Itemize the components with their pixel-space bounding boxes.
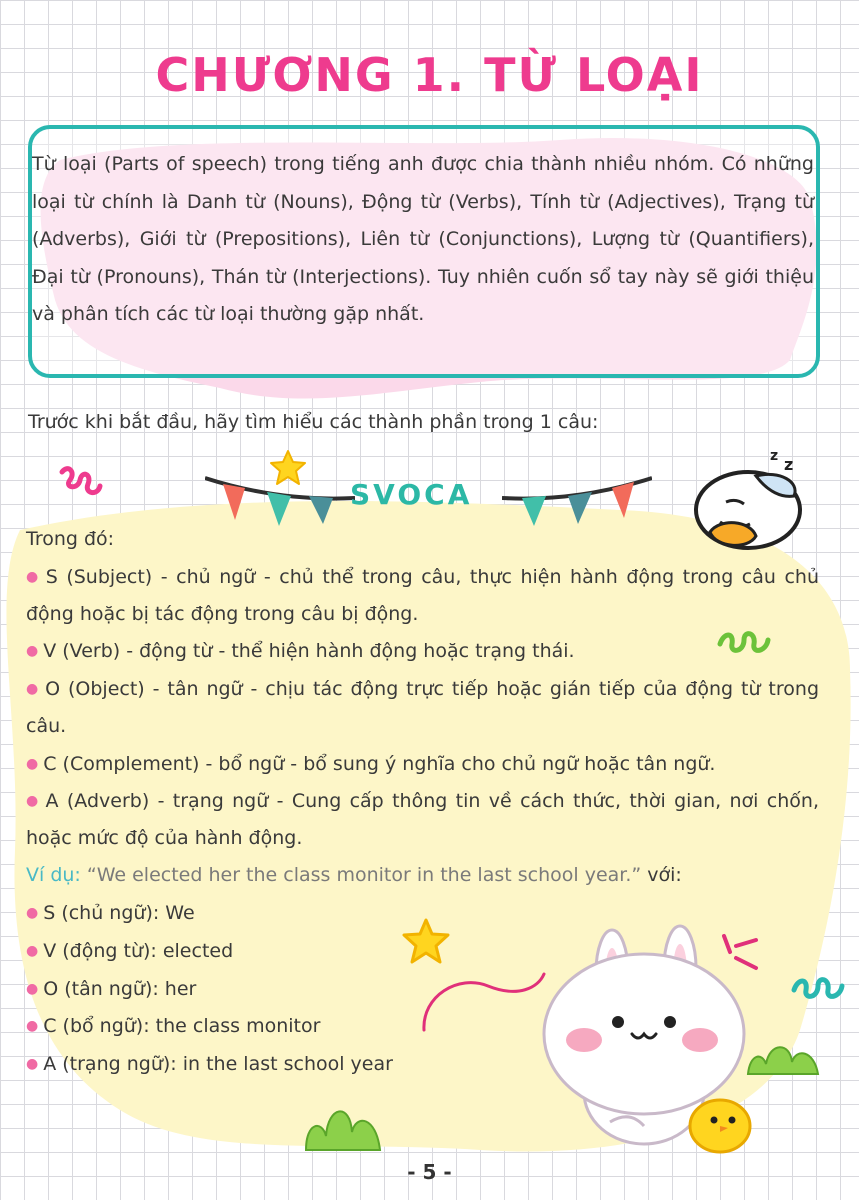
lead-sentence: Trước khi bắt đầu, hãy tìm hiểu các thành phần trong 1 câu: <box>28 411 599 433</box>
example-quote: “We elected her the class monitor in the last school year.” <box>86 864 642 886</box>
pink-curve-icon <box>418 966 548 1036</box>
example-label: Ví dụ: <box>26 864 81 886</box>
example-suffix: với: <box>647 864 682 886</box>
definition-complement: ● C (Complement) - bổ ngữ - bổ sung ý nghĩa cho chủ ngữ hoặc tân ngữ. <box>26 753 716 775</box>
grass-icon <box>744 1036 822 1076</box>
page-number: - 5 - <box>407 1160 452 1184</box>
example-item-o: ● O (tân ngữ): her <box>26 978 197 1000</box>
yellow-star-icon <box>400 916 452 968</box>
bullet-icon: ● <box>26 1018 39 1034</box>
pink-squiggle-icon <box>58 462 110 502</box>
where-label: Trong đó: <box>26 528 115 550</box>
definition-object: ● O (Object) - tân ngữ - chịu tác động trực tiếp hoặc gián tiếp của động từ trong câu. <box>26 678 820 737</box>
svoca-banner: SVOCA <box>350 478 473 511</box>
page-title: CHƯƠNG 1. TỪ LOẠI <box>155 48 704 102</box>
bullet-icon: ● <box>26 1056 39 1072</box>
bullet-icon: ● <box>26 793 41 809</box>
bullet-icon: ● <box>26 756 39 772</box>
definition-adverb: ● A (Adverb) - trạng ngữ - Cung cấp thông tin về cách thức, thời gian, nơi chốn, hoặc mức độ của hành động. <box>26 790 820 849</box>
definition-subject: ● S (Subject) - chủ ngữ - chủ thể trong câu, thực hiện hành động trong câu chủ động hoặc bị tác động trong câu bị động. <box>26 566 820 625</box>
svg-text:z: z <box>770 448 779 464</box>
bullet-icon: ● <box>26 569 41 585</box>
bunting-flag-icon <box>502 472 652 532</box>
sleeping-duck-icon <box>690 440 810 552</box>
example-sentence <box>26 864 826 886</box>
chick-icon <box>684 1090 754 1154</box>
example-item-s: ● S (chủ ngữ): We <box>26 902 195 924</box>
example-item-c: ● C (bổ ngữ): the class monitor <box>26 1015 321 1037</box>
grass-icon <box>302 1092 384 1152</box>
bullet-icon: ● <box>26 643 39 659</box>
example-item-v: ● V (động từ): elected <box>26 940 234 962</box>
bullet-icon: ● <box>26 681 41 697</box>
example-item-a: ● A (trạng ngữ): in the last school year <box>26 1053 393 1075</box>
green-squiggle-icon <box>716 622 772 662</box>
bullet-icon: ● <box>26 905 39 921</box>
definition-verb: ● V (Verb) - động từ - thể hiện hành động hoặc trạng thái. <box>26 640 575 662</box>
svg-text:z: z <box>784 455 794 474</box>
bullet-icon: ● <box>26 943 39 959</box>
teal-squiggle-icon <box>790 968 846 1008</box>
bullet-icon: ● <box>26 981 39 997</box>
intro-paragraph: Từ loại (Parts of speech) trong tiếng anh được chia thành nhiều nhóm. Có những loại từ chính là Danh từ (Nouns), Động từ (Verbs), Tính từ (Adjectives), Trạng từ (Adverbs), Giới từ (Prepositions), Liên từ (Conjunctions), Lượng từ (Quantifiers), Đại từ (Pronouns), Thán từ (Interjections). Tuy nhiên cuốn sổ tay này sẽ giới thiệu và phân tích các từ loại thường gặp nhất. <box>32 153 814 325</box>
yellow-star-icon <box>268 448 308 488</box>
